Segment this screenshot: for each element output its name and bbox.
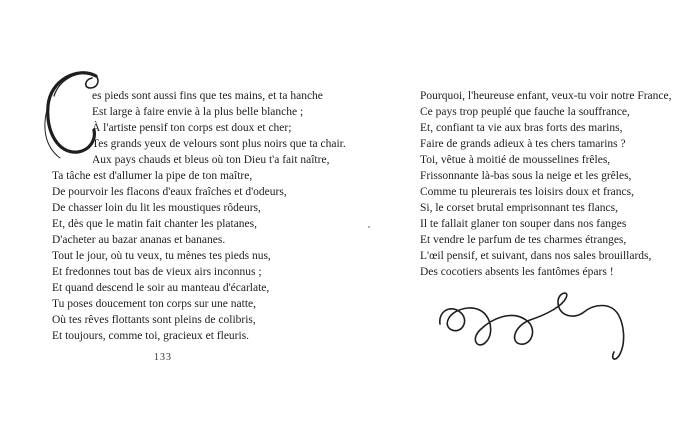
poem-line: À l'artiste pensif ton corps est doux et cher; <box>92 122 292 134</box>
poem-line: Où tes rêves flottants sont pleins de colibris, <box>52 314 256 326</box>
poem-line: L'œil pensif, et suivant, dans nos sales brouillards, <box>420 250 652 262</box>
calligraphic-flourish-icon <box>434 290 634 370</box>
poem-line: Et fredonnes tout bas de vieux airs inconnus ; <box>52 266 262 278</box>
poem-line: Et toujours, comme toi, gracieux et fleuris. <box>52 330 250 342</box>
poem-line: Et quand descend le soir au manteau d'écarlate, <box>52 282 270 294</box>
right-page <box>350 0 700 440</box>
poem-line: Faire de grands adieux à tes chers tamarins ? <box>420 138 626 150</box>
poem-line: Comme tu pleurerais tes loisirs doux et francs, <box>420 186 634 198</box>
poem-line: Toi, vêtue à moitié de mousselines frêles, <box>420 154 611 166</box>
poem-line: Et, confiant ta vie aux bras forts des marins, <box>420 122 623 134</box>
poem-line: Aux pays chauds et bleus où ton Dieu t'a fait naître, <box>92 154 330 166</box>
page-number: 133 <box>154 352 172 363</box>
poem-line: Pourquoi, l'heureuse enfant, veux-tu voir notre France, <box>420 90 672 102</box>
poem-line: Et, dès que le matin fait chanter les platanes, <box>52 218 258 230</box>
poem-line: Tu poses doucement ton corps sur une natte, <box>52 298 256 310</box>
poem-line: Ce pays trop peuplé que fauche la souffrance, <box>420 106 630 118</box>
poem-line: Et vendre le parfum de tes charmes étranges, <box>420 234 627 246</box>
poem-line: Tes grands yeux de velours sont plus noirs que ta chair. <box>92 138 346 150</box>
poem-line: Est large à faire envie à la plus belle blanche ; <box>92 106 304 118</box>
poem-line: De pourvoir les flacons d'eaux fraîches et d'odeurs, <box>52 186 287 198</box>
poem-line: Ta tâche est d'allumer la pipe de ton maître, <box>52 170 253 182</box>
poem-line: Si, le corset brutal emprisonnant tes flancs, <box>420 202 619 214</box>
poem-line: D'acheter au bazar ananas et bananes. <box>52 234 226 246</box>
poem-line: es pieds sont aussi fins que tes mains, et ta hanche <box>92 90 323 102</box>
poem-line: Frissonnante là-bas sous la neige et les grêles, <box>420 170 632 182</box>
poem-line: De chasser loin du lit les moustiques rôdeurs, <box>52 202 261 214</box>
poem-line: Des cocotiers absents les fantômes épars ! <box>420 266 614 278</box>
poem-line: Il te fallait glaner ton souper dans nos fanges <box>420 218 627 230</box>
poem-line: Tout le jour, où tu veux, tu mènes tes pieds nus, <box>52 250 271 262</box>
